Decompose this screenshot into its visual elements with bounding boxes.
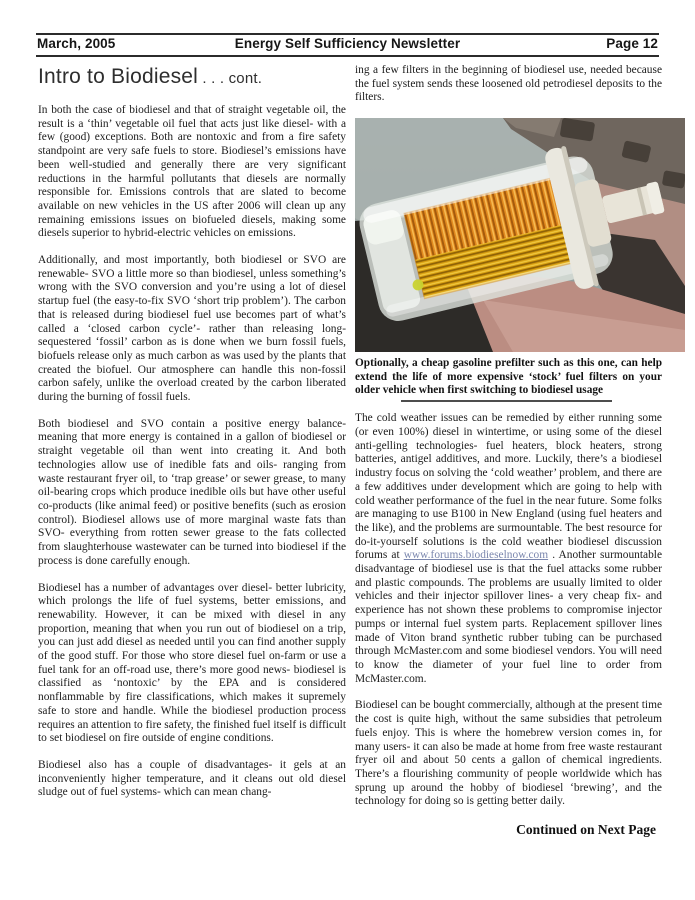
article-title-suffix: . . . cont. — [198, 70, 263, 87]
header-page-number: Page 12 — [606, 36, 659, 51]
top-rule — [36, 33, 659, 35]
paragraph-commercial: Biodiesel can be bought commercially, although at the present time the cost is quite high, without the same subsidies that petroleum fuels enjoy. This is where the homebrew version comes in, for many users- it can also be made at home from free waste restaurant fryer oil and about 50 cents a gallon of chemical ingredients. There’s a flourishing community of people worldwide which has sprung up around the hobby of biodiesel ‘brewing’, and the technology for doing so is getting better daily. — [355, 699, 662, 808]
continued-on-next-page: Continued on Next Page — [516, 822, 656, 838]
article-title — [38, 65, 346, 89]
header-date: March, 2005 — [37, 36, 116, 51]
cold-weather-text-before: The cold weather issues can be remedied by either running some (or even 100%) diesel in wintertime, or using some of the diesel anti-gelling technologies- fuel heaters, block heaters, strong batteries, antigel additives, and more. Luckily, there’s a biodiesel industry focus on solving the ‘cold weather’ problem, and there are a few additives under development which are going to help with cold weather performance of the fuel in the near future. Some folks are managing to use B100 in New England (using fuel heaters and the like), and the problems are surmountable. The best resource for do-it-yourself solutions is the cold weather biodiesel discussion forums at — [355, 412, 662, 562]
left-column — [38, 64, 346, 800]
paragraph-disadvantages: Biodiesel also has a couple of disadvantages- it gels at an inconveniently higher temperature, and it cleans out old diesel sludge out of fuel systems- which can mean chang- — [38, 758, 346, 799]
header-rule — [36, 55, 659, 57]
paragraph-energy-balance: Both biodiesel and SVO contain a positive energy balance- meaning that more energy is contained in a gallon of biodiesel or straight vegetable oil than went into creating it. And both technologies allow use of inedible fats and oils- ranging from waste restaurant fryer oil, to ‘trap grease’ or sewer grease, to many oil-bearing crops which produce inedible oils but have other useful co-products (like animal feed) or positive benefits (such as erosion control). Biodiesel allows use of more marginal waste fats than SVO- everything from rotten sewer grease to the fats collected from slaughterhouse wastewater can be turned into biodiesel if the process is done carefully enough. — [38, 417, 346, 567]
biodieselnow-link[interactable]: www.forums.biodieselnow.com — [403, 549, 549, 562]
article-title-main: Intro to Biodiesel — [38, 65, 199, 88]
paragraph-biodiesel-vs-svo: In both the case of biodiesel and that of straight vegetable oil, the result is a ‘thin’ vegetable oil fuel that acts just like diesel- with a few (good) exceptions. Both are nontoxic and from a fire safety standpoint are very safe fuels to store. Biodiesel’s emissions have been well-studied and generally there are very significant reductions in the harmful pollutants that diesels are normally responsible for. Emissions controls that are slated to become available on new vehicles in the US after 2006 will clean up any remaining emissions issues on biofueled diesels, making some diesels superior to hybrid-electric vehicles on emissions. — [38, 104, 346, 240]
paragraph-advantages: Biodiesel has a number of advantages over diesel- better lubricity, which prolongs the life of fuel systems, better emissions, and renewability. However, it can be mixed with diesel in any proportion, meaning that when you run out of biodiesel on a trip, you can just add diesel as needed until you can find another supply of the good stuff. For those who store diesel fuel on-farm or use a fuel tank for an off-road use, there’s more good news- biodiesel is classified as ‘nontoxic’ by the EPA and is considered nonflammable by fire classifications, which makes it supremely safe to store and handle. While the biodiesel production process requires an attention to fire safety, the finished fuel itself is difficult to set biodiesel on fire outside of engine conditions. — [38, 581, 346, 745]
header-newsletter-title: Energy Self Sufficiency Newsletter — [234, 36, 461, 51]
right-column — [355, 64, 662, 838]
cold-weather-text-after: . Another surmountable disadvantage of biodiesel use is that the fuel attacks some rubber and plastic compounds. The problems are usually limited to older vehicles and their injector spillover lines- a very cheap fix- and experience has not shown these problems to compromise injector pumps or internal fuel system parts. Replacement spillover lines made of Viton brand synthetic rubber tubing can be purchased through McMaster.com and some biodiesel vendors. You will need to know the diameter of your fuel line to order from McMaster.com. — [355, 549, 663, 685]
photo-caption: Optionally, a cheap gasoline prefilter such as this one, can help extend the life of more expensive ‘stock’ fuel filters on your older vehicle when first switching to biodiesel usage — [355, 357, 662, 396]
fuel-filter-photo — [355, 118, 685, 352]
page-header — [37, 36, 658, 54]
caption-rule — [401, 400, 612, 402]
paragraph-continuation: ing a few filters in the beginning of biodiesel use, needed because the fuel system sends these loosened old petrodiesel deposits to the filters. — [355, 64, 662, 104]
paragraph-renewability: Additionally, and most importantly, both biodiesel or SVO are renewable- SVO a little more so than biodiesel, unless something’s wrong with the SVO conversion and you’re using a lot of diesel startup fuel (the easy-to-fix SVO ‘short trip problem’). The carbon that is released during biodiesel fuel use becomes part of what’s called a ‘closed carbon cycle’- rather than releasing long-sequestered ‘fossil’ carbon as is done when we burn fossil fuels, biofuels release only as much carbon as was used by the plants that created the biofuel. Our atmosphere can handle this non-fossil carbon safely, unlike the overload created by the carbon liberated during the burning of fossil fuels. — [38, 254, 346, 404]
paragraph-cold-weather — [355, 412, 662, 686]
